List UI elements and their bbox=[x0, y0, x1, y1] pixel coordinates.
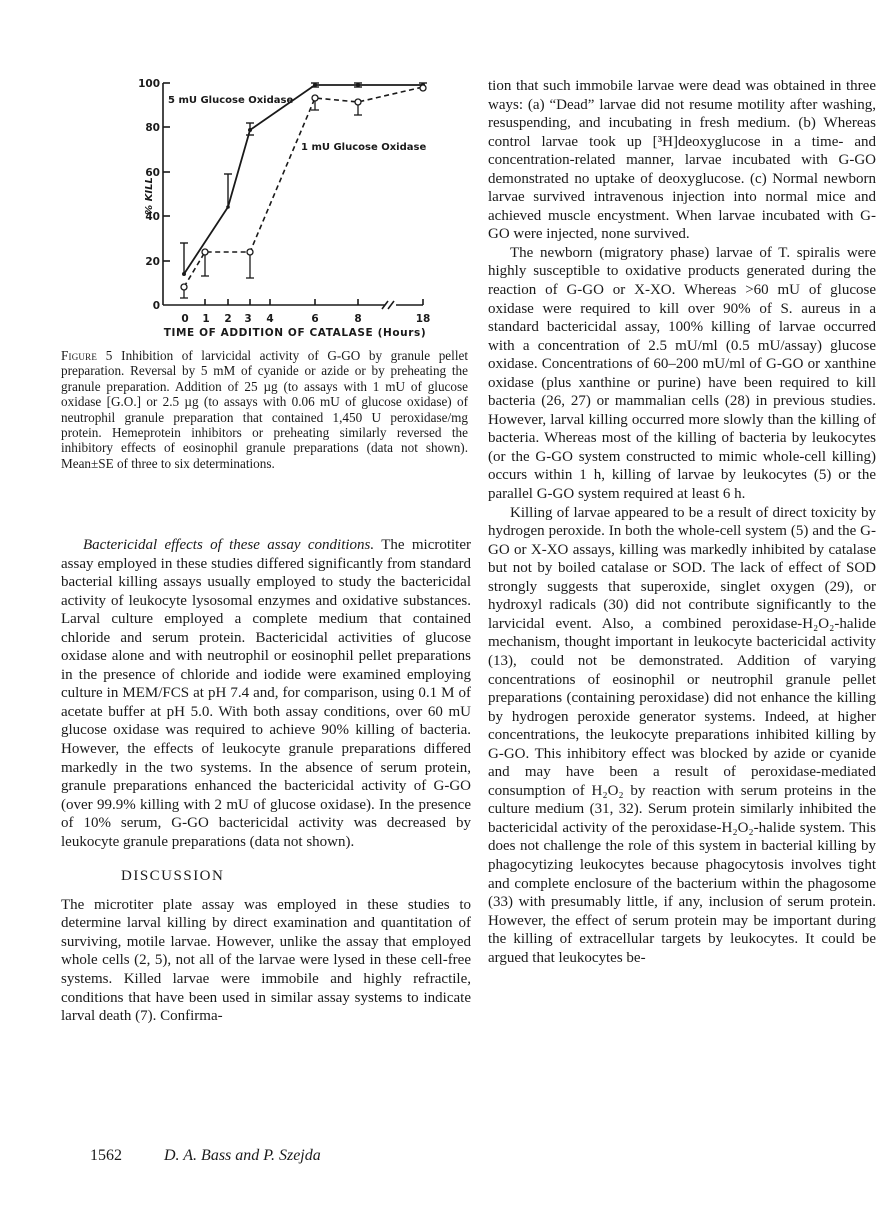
x-tick-8: 8 bbox=[354, 313, 362, 325]
bactericidal-effects-paragraph bbox=[61, 536, 471, 851]
figure-label: Figure 5 bbox=[61, 348, 113, 363]
x-tick-labels bbox=[181, 313, 430, 325]
newborn-larvae-paragraph: The newborn (migratory phase) larvae of T. spiralis were highly susceptible to oxidative products generated during the reaction of G-GO or X-XO. Whereas >60 mU of glucose oxidase were required to kill over 90% of S. aureus in a standard bactericidal assay, 100% killing of larvae occurred with a concentration of 2.5 mU/ml (0.5 mU/assay) glucose oxidase. Concentrations of 60–200 mU/ml of G-GO or xanthine oxidase (plus xanthine or purine) have been required to kill bacteria (26, 27) or mammalian cells (28) in previous studies. However, larval killing occurred more slowly than the killing of bacteria. Whereas most of the killing of bacteria by leukocytes (or the G-GO system constructed to mimic whole-cell killing) occurs within 1 h, killing of larvae by leukocytes (5) or the parallel G-GO system required at least 6 h. bbox=[488, 244, 876, 503]
paragraph-text: The microtiter assay employed in these studies differed significantly from standard bacterial killing assays usually employed to study the bactericidal activity of leukocyte lysosomal enzymes and oxidative substances. Larval culture employed a complete medium that contained chloride and serum protein. Bactericidal activities of glucose oxidase alone and with neutrophil or eosinophil pellet preparations in the presence of chloride and iodide were examined employing culture in MEM/FCS at pH 7.4 and, for comparison, using 0.1 M of acetate buffer at pH 5.0. With both assay conditions, over 60 mU glucose oxidase was required to achieve 90% killing of bacteria. However, the effects of leukocyte granule preparations differed markedly in the two systems. In the absence of serum protein, granule preparations enhanced the bactericidal activity of G-GO (over 99.9% killing with 2 mU of glucose oxidase). In the presence of 10% serum, G-GO bactericidal activity was decreased by leukocyte granule preparations (data not shown). bbox=[61, 537, 472, 850]
y-tick-0: 0 bbox=[152, 300, 160, 312]
x-tick-3: 3 bbox=[244, 313, 252, 325]
confirmation-paragraph: tion that such immobile larvae were dead was obtained in three ways: (a) “Dead” larvae did not resume motility after washing, resuspending, and incubating in fresh medium. (b) Whereas control larvae took up [³H]deoxyglucose in a time- and concentration-related manner, larvae incubated with G-GO demonstrated no uptake of deoxyglucose. (c) Normal newborn larvae survived intravenous injection into normal mice and achieved muscle encystment. When larvae incubated with G-GO were injected, none survived. bbox=[488, 78, 876, 243]
figure-caption-text: Inhibition of larvicidal activity of G-GO by granule pellet preparation. Reversal by 5 mM of cyanide or azide or by preheating the granule preparation. Addition of 25 µg (to assays with 1 mU of glucose oxidase [G.O.] or 2.5 µg (to assays with 0.06 mU of glucose oxidase) of neutrophil granule preparation that contained 1,450 U peroxidase/mg protein. Hemeprotein inhibitors or preheating similarly reversed the inhibitory effects of eosinophil granule preparations (data not shown). Mean±SE of three to six determinations. bbox=[61, 348, 468, 471]
section-heading-discussion: DISCUSSION bbox=[121, 868, 225, 885]
page-footer bbox=[90, 1147, 321, 1165]
left-text-column bbox=[61, 536, 471, 1026]
y-tick-20: 20 bbox=[145, 256, 160, 268]
y-axis bbox=[163, 83, 170, 305]
discussion-paragraph: The microtiter plate assay was employed in these studies to determine larval killing by direct examination and quantitation of surviving, motile larvae. However, unlike the assay that employed whole cells (2, 5), not all of the larvae were lysed in these cell-free systems. Killed larvae were immobile and highly refractile, conditions that have been used in similar assay systems to indicate larval death (7). Confirma- bbox=[61, 896, 471, 1025]
running-authors: D. A. Bass and P. Szejda bbox=[164, 1147, 321, 1164]
series-1mU bbox=[180, 85, 426, 298]
figure-caption bbox=[61, 348, 468, 471]
series-5mU bbox=[180, 83, 427, 276]
figure-5-line-chart bbox=[0, 0, 480, 340]
x-axis-label: TIME OF ADDITION OF CATALASE (Hours) bbox=[163, 327, 427, 339]
run-in-heading: Bactericidal effects of these assay conditions. bbox=[83, 537, 375, 553]
y-axis-label: % KILL bbox=[144, 177, 155, 215]
right-text-column bbox=[488, 77, 876, 967]
x-tick-1: 1 bbox=[202, 313, 210, 325]
y-tick-100: 100 bbox=[138, 78, 160, 90]
x-tick-18: 18 bbox=[415, 313, 431, 325]
hydrogen-peroxide-paragraph: Killing of larvae appeared to be a result of direct toxicity by hydrogen peroxide. In both the whole-cell system (5) and the G-GO or X-XO assays, killing was markedly inhibited by catalase but not by boiled catalase or SOD. The lack of effect of SOD strongly suggests that superoxide, singlet oxygen (29), or hydroxyl radicals (30) did not contribute significantly to the larvicidal event. Also, a combined peroxidase-H₂O₂-halide mechanism, thought important in leukocyte bactericidal activity (13), could not be demonstrated. Addition of varying concentrations of eosinophil or neutrophil granule pellet preparations (containing peroxidase) did not enhance the killing by hydrogen peroxide generator systems. Indeed, at higher concentrations, the leukocyte preparations inhibited killing by G-GO. This inhibitory effect was blocked by azide or cyanide and may have been a result of peroxidase-mediated consumption of H₂O₂ by reaction with serum proteins in the culture medium (31, 32). Serum protein similarly inhibited the bactericidal activity of the peroxidase-H₂O₂-halide system. This does not challenge the role of this system in bacterial killing by phagocytizing leukocytes because phagocytosis involves tight and complete enclosure of the bacterium within the phagosome (33) with presumably little, if any, inclusion of serum protein. However, the effect of serum protein may be important during the killing of extracellular targets by leukocytes. It could be argued that leukocytes be- bbox=[488, 504, 876, 966]
legend-label-5mU: 5 mU Glucose Oxidase bbox=[168, 95, 294, 106]
legend-label-1mU: 1 mU Glucose Oxidase bbox=[301, 142, 427, 153]
page-number: 1562 bbox=[90, 1147, 122, 1164]
x-tick-2: 2 bbox=[224, 313, 232, 325]
x-axis bbox=[163, 299, 423, 309]
x-tick-4: 4 bbox=[266, 313, 274, 325]
y-tick-40: 40 bbox=[145, 211, 160, 223]
y-tick-80: 80 bbox=[145, 122, 160, 134]
x-tick-0: 0 bbox=[181, 313, 189, 325]
y-tick-60: 60 bbox=[145, 167, 160, 179]
x-tick-6: 6 bbox=[311, 313, 319, 325]
